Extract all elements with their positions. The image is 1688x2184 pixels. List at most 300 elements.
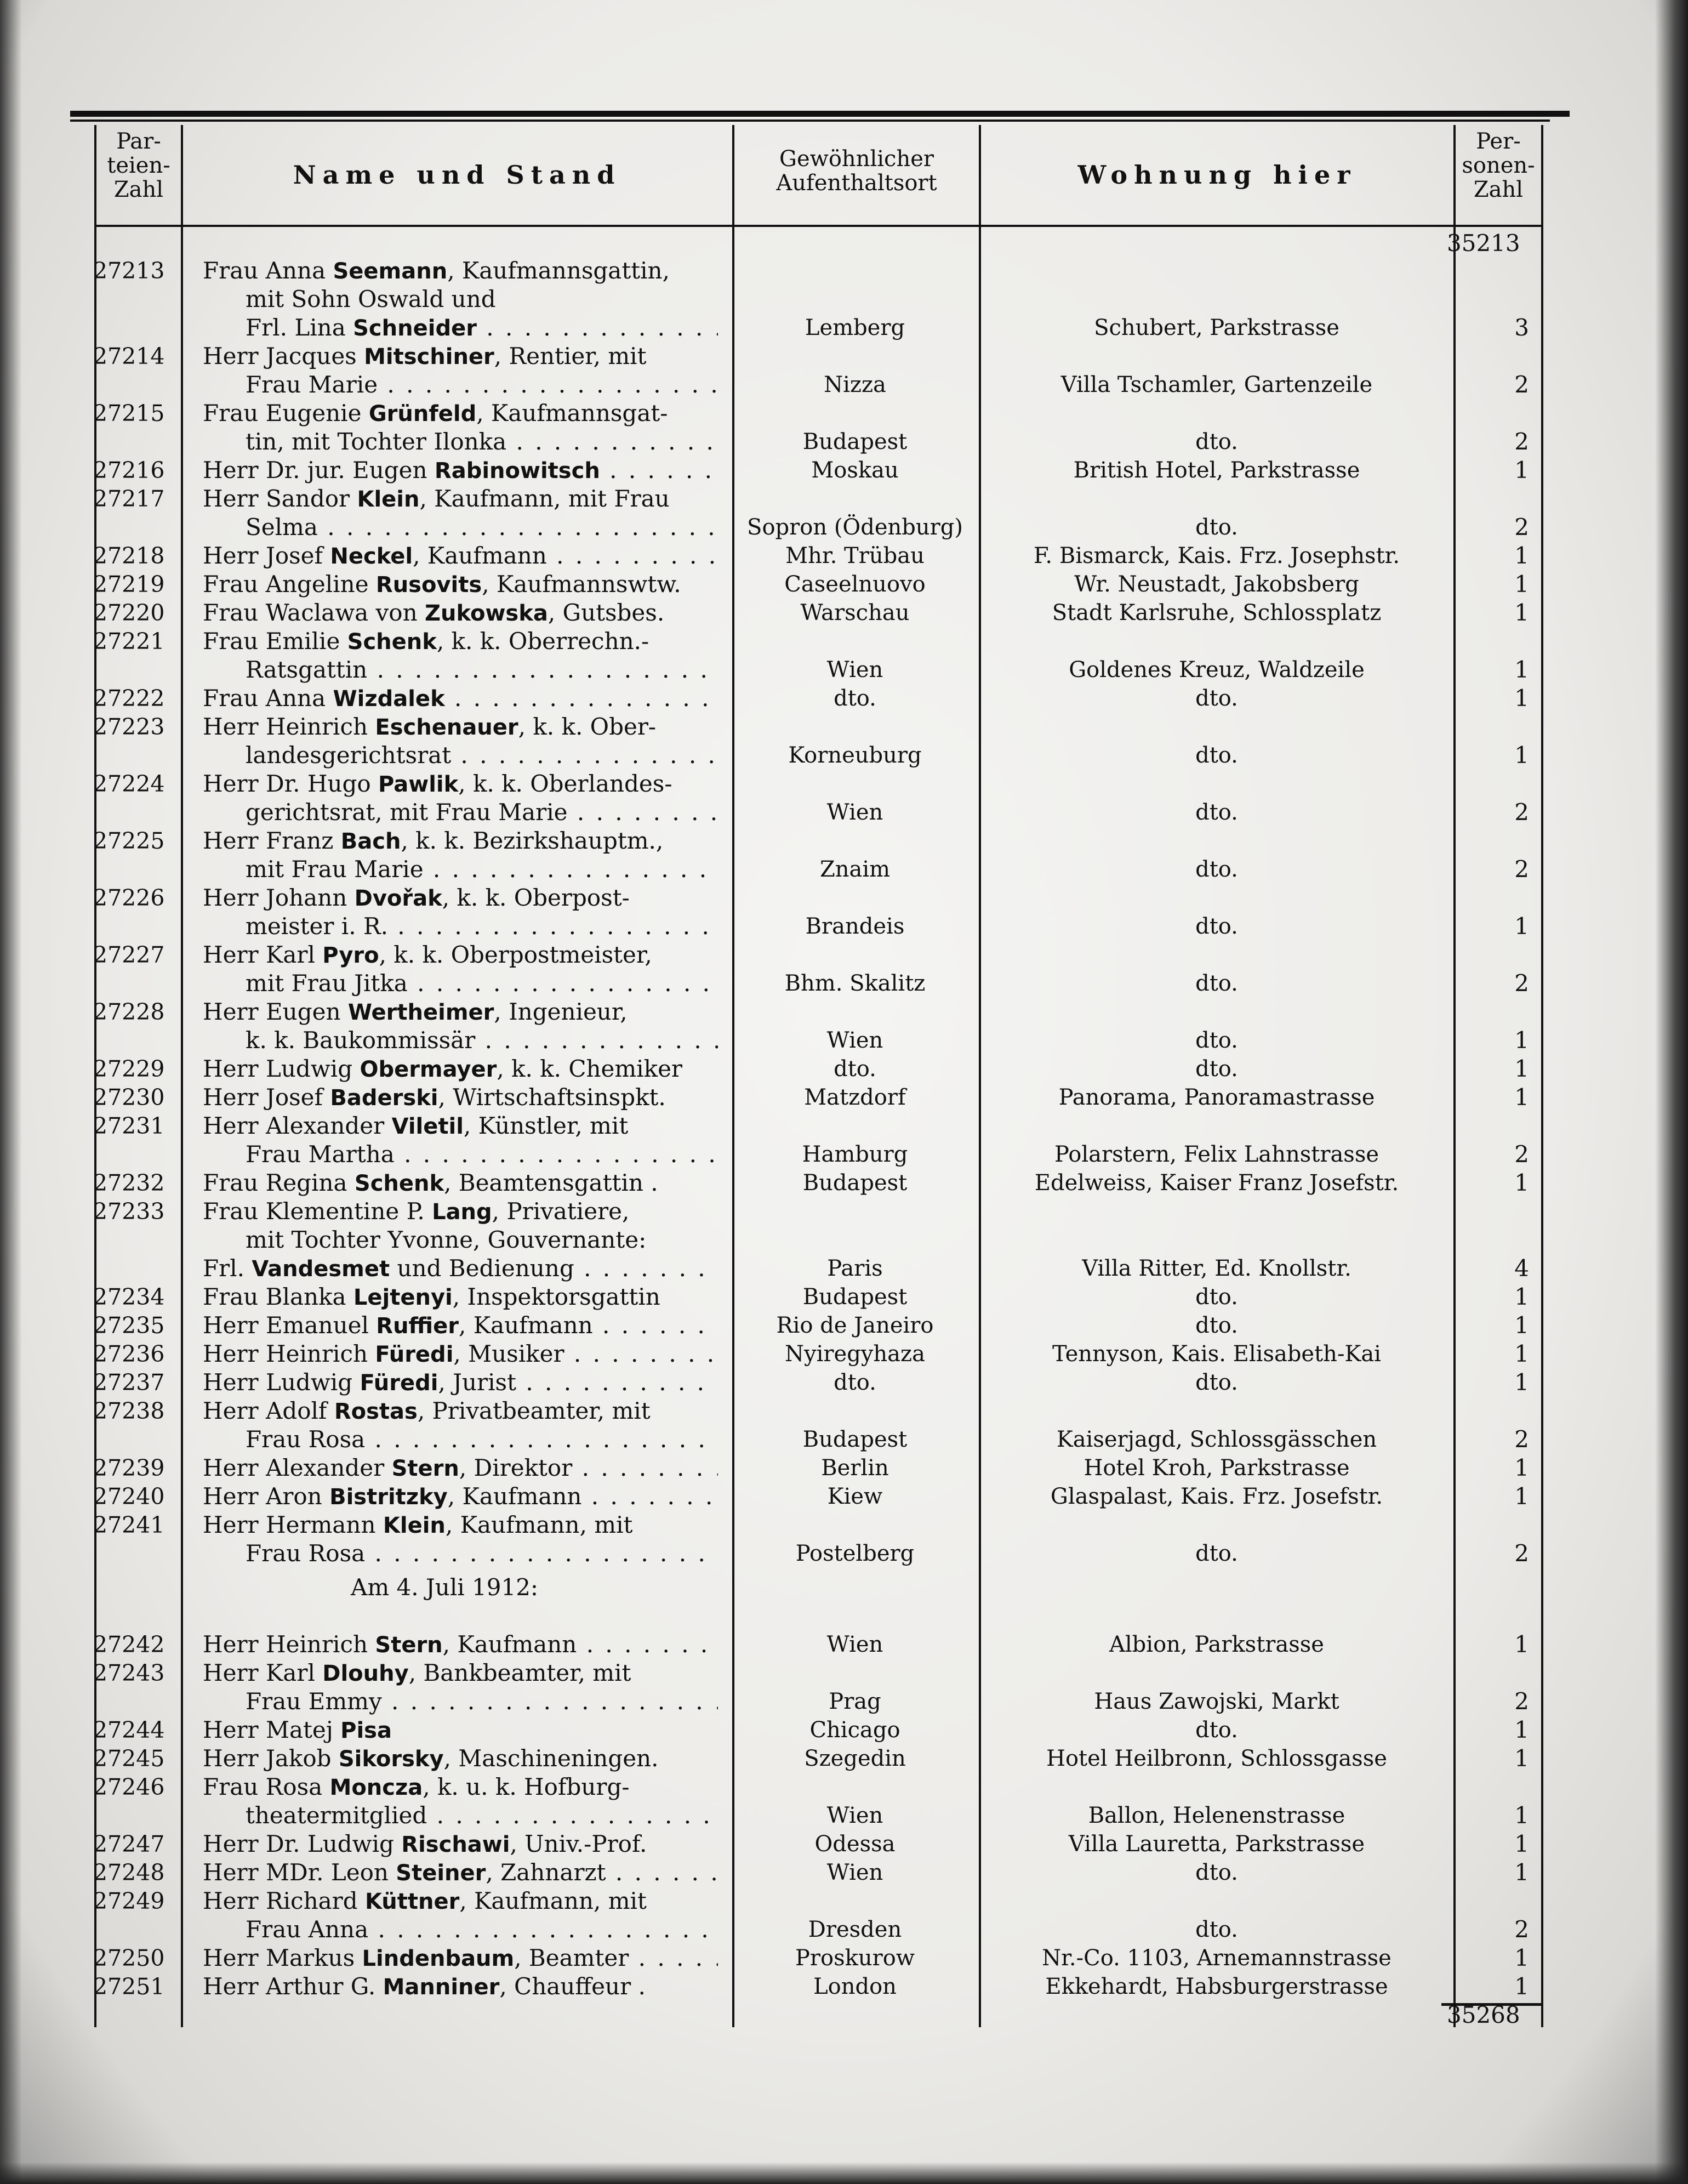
name-line — [203, 1830, 718, 1858]
table-row — [0, 941, 1688, 998]
name-text: Herr Adolf — [203, 1397, 334, 1424]
name-and-status — [203, 1830, 718, 1858]
person-count: 1 — [1514, 1340, 1529, 1367]
table-row — [0, 684, 1688, 713]
surname: Steiner — [396, 1861, 486, 1886]
surname: Schenk — [347, 629, 437, 655]
party-number: 27215 — [93, 400, 165, 426]
person-count: 1 — [1514, 685, 1529, 712]
date-section-heading: Am 4. Juli 1912: — [351, 1574, 539, 1601]
name-and-status — [203, 884, 718, 941]
name-text: Herr Karl — [203, 941, 323, 968]
surname: Lindenbaum — [362, 1946, 515, 1971]
status-text: , k. k. Oberpostmeister, — [379, 941, 652, 968]
status-text: , Gutsbes. — [548, 599, 665, 626]
surname: Schneider — [353, 316, 477, 341]
lodging-here: dto. — [1195, 1056, 1238, 1082]
lodging-here: Haus Zawojski, Markt — [1094, 1689, 1339, 1714]
name-text: Frl. — [203, 1255, 252, 1282]
surname: Rabinowitsch — [434, 458, 600, 484]
party-number: 27251 — [93, 1973, 165, 2000]
usual-residence: Paris — [827, 1256, 883, 1281]
status-text: , Zahnarzt — [486, 1859, 606, 1886]
status-text: , Wirtschaftsinspkt. — [438, 1084, 666, 1111]
party-number: 27219 — [93, 571, 165, 598]
table-row — [0, 399, 1688, 456]
lodging-here: dto. — [1195, 1717, 1238, 1743]
surname: Obermayer — [360, 1057, 497, 1082]
party-number: 27247 — [93, 1831, 165, 1857]
name-line — [203, 1944, 718, 1972]
lodging-here: dto. — [1195, 429, 1238, 454]
name-and-status — [203, 827, 718, 884]
status-text: , Kaufmann, mit Frau — [419, 485, 670, 512]
lodging-here: Polarstern, Felix Lahnstrasse — [1054, 1142, 1379, 1167]
usual-residence: Chicago — [809, 1717, 900, 1743]
table-row — [0, 1454, 1688, 1482]
top-rule-thin — [70, 120, 1550, 122]
name-line — [203, 371, 718, 399]
person-count: 2 — [1514, 970, 1529, 997]
name-line — [203, 1744, 718, 1773]
surname: Rusovits — [375, 572, 482, 598]
status-text: , Maschineningen. — [443, 1745, 659, 1772]
name-line — [203, 1858, 718, 1887]
name-line — [203, 570, 718, 599]
usual-residence: Prag — [829, 1689, 881, 1714]
name-and-status — [203, 684, 718, 713]
lodging-here: dto. — [1195, 1860, 1238, 1885]
name-text: Herr Matej — [203, 1716, 341, 1743]
person-count: 1 — [1514, 1830, 1529, 1857]
usual-residence: Brandeis — [805, 914, 905, 939]
surname: Füredi — [360, 1370, 438, 1396]
name-text: Herr Alexander — [203, 1112, 392, 1139]
table-row — [0, 1112, 1688, 1169]
lodging-here: Hotel Heilbronn, Schlossgasse — [1046, 1746, 1387, 1771]
name-text: Frau Emilie — [203, 628, 347, 655]
table-row — [0, 1055, 1688, 1083]
usual-residence: Szegedin — [804, 1746, 906, 1771]
surname: Sikorsky — [338, 1747, 444, 1772]
usual-residence: Proskurow — [795, 1946, 915, 1971]
name-text: Frau Rosa — [203, 1773, 330, 1800]
name-line — [203, 1112, 718, 1140]
person-count: 1 — [1514, 571, 1529, 598]
lodging-here: dto. — [1195, 857, 1238, 882]
surname: Baderski — [330, 1085, 438, 1111]
party-number: 27246 — [93, 1774, 165, 1800]
name-line — [203, 1197, 718, 1226]
name-text: meister i. R. — [246, 913, 388, 940]
name-text: Herr Eugen — [203, 998, 348, 1025]
name-text: Herr Arthur G. — [203, 1973, 383, 2000]
name-line — [203, 542, 718, 570]
table-row — [0, 1340, 1688, 1368]
status-text: , Kaufmann — [447, 1483, 582, 1510]
name-and-status — [203, 1197, 718, 1283]
table-row — [0, 1083, 1688, 1112]
status-text: , k. k. Oberpost- — [442, 884, 630, 911]
table-row — [0, 1311, 1688, 1340]
usual-residence: Znaim — [819, 857, 891, 882]
status-text: , Kaufmannswtw. — [482, 571, 681, 598]
usual-residence: Caseelnuovo — [784, 572, 926, 597]
status-text: , Privatiere, — [492, 1198, 630, 1225]
lodging-here: Panorama, Panoramastrasse — [1058, 1085, 1375, 1110]
person-count: 1 — [1514, 1312, 1529, 1339]
name-and-status — [203, 713, 718, 770]
lodging-here: Villa Ritter, Ed. Knollstr. — [1082, 1256, 1351, 1281]
name-line — [203, 1055, 718, 1083]
name-and-status — [203, 1311, 718, 1340]
surname: Manniner — [383, 1975, 500, 2000]
carry-over-total: 35213 — [1447, 230, 1520, 257]
name-text: Frl. Lina — [246, 314, 353, 341]
usual-residence: Nyiregyhaza — [785, 1341, 925, 1367]
name-line — [203, 399, 718, 428]
name-line — [203, 627, 718, 656]
party-number: 27228 — [93, 999, 165, 1025]
name-and-status — [203, 1482, 718, 1511]
person-count: 1 — [1514, 1859, 1529, 1886]
header-personen-zahl: Per- sonen- Zahl — [1462, 129, 1535, 202]
usual-residence: Wien — [826, 1028, 883, 1053]
party-number: 27242 — [93, 1631, 165, 1658]
lodging-here: Glaspalast, Kais. Frz. Josefstr. — [1050, 1484, 1383, 1509]
table-row — [0, 627, 1688, 684]
usual-residence: London — [813, 1974, 897, 1999]
name-text: Herr Karl — [203, 1659, 323, 1686]
surname: Küttner — [364, 1889, 460, 1914]
lodging-here: dto. — [1195, 1917, 1238, 1942]
status-text: , Kaufmannsgat- — [476, 400, 668, 426]
name-and-status — [203, 257, 718, 342]
name-line — [203, 1283, 718, 1311]
person-count: 1 — [1514, 1369, 1529, 1396]
usual-residence: Moskau — [811, 458, 899, 483]
surname: Grünfeld — [368, 401, 477, 426]
surname: Pawlik — [378, 772, 459, 797]
lodging-here: dto. — [1195, 1541, 1238, 1566]
name-line — [203, 1169, 718, 1197]
name-text: Frau Eugenie — [203, 400, 369, 426]
lodging-here: dto. — [1195, 686, 1238, 711]
table-row — [0, 770, 1688, 827]
usual-residence: Wien — [826, 1860, 883, 1885]
name-text: Herr Aron — [203, 1483, 330, 1510]
name-and-status — [203, 1397, 718, 1454]
name-text: mit Sohn Oswald und — [246, 286, 496, 312]
name-and-status — [203, 1511, 718, 1568]
header-underline — [94, 225, 1543, 227]
name-and-status — [203, 1169, 718, 1197]
name-text: Herr MDr. Leon — [203, 1859, 396, 1886]
status-text: , Bankbeamter, mit — [408, 1659, 631, 1686]
name-and-status — [203, 1630, 718, 1659]
lodging-here: Hotel Kroh, Parkstrasse — [1083, 1455, 1350, 1481]
name-line — [203, 1801, 718, 1830]
name-line — [203, 428, 718, 456]
person-count: 1 — [1514, 913, 1529, 940]
name-line — [203, 713, 718, 741]
name-text: Herr Heinrich — [203, 1340, 375, 1367]
name-and-status — [203, 1773, 718, 1830]
name-text: Herr Hermann — [203, 1511, 383, 1538]
table-row — [0, 342, 1688, 399]
surname: Schenk — [354, 1171, 444, 1196]
person-count: 2 — [1514, 1426, 1529, 1453]
status-text: , k. k. Oberrechn.- — [436, 628, 649, 655]
table-row — [0, 1830, 1688, 1858]
name-text: Herr Dr. Ludwig — [203, 1830, 402, 1857]
party-number: 27221 — [93, 628, 165, 655]
name-text: Frau Emmy — [246, 1688, 382, 1715]
lodging-here: F. Bismarck, Kais. Frz. Josephstr. — [1033, 543, 1400, 568]
person-count: 3 — [1514, 314, 1529, 341]
name-line — [203, 1482, 718, 1511]
name-line — [203, 1511, 718, 1539]
name-line — [203, 741, 718, 770]
person-count: 1 — [1514, 1745, 1529, 1772]
name-text: Herr Jakob — [203, 1745, 339, 1772]
name-and-status — [203, 342, 718, 399]
table-row — [0, 257, 1688, 342]
name-text: Frau Waclawa von — [203, 599, 425, 626]
person-count: 2 — [1514, 799, 1529, 826]
name-and-status — [203, 1454, 718, 1482]
party-number: 27250 — [93, 1945, 165, 1971]
name-line — [203, 599, 718, 627]
table-row — [0, 1368, 1688, 1397]
table-row — [0, 713, 1688, 770]
lodging-here: Ekkehardt, Habsburgerstrasse — [1045, 1974, 1388, 1999]
name-text: tin, mit Tochter Ilonka — [246, 428, 507, 455]
status-text: , Univ.-Prof. — [510, 1830, 647, 1857]
name-line — [203, 1026, 718, 1055]
lodging-here: Villa Tschamler, Gartenzeile — [1060, 372, 1373, 397]
surname: Viletil — [391, 1114, 464, 1139]
person-count: 2 — [1514, 1688, 1529, 1715]
surname: Lejtenyi — [353, 1285, 453, 1310]
table-row — [0, 1659, 1688, 1716]
status-text: , Jurist — [438, 1369, 516, 1396]
name-line — [203, 485, 718, 513]
party-number: 27241 — [93, 1512, 165, 1538]
name-text: Frau Angeline — [203, 571, 376, 598]
name-text: mit Frau Jitka — [246, 970, 408, 997]
table-row — [0, 1397, 1688, 1454]
surname: Pyro — [322, 943, 379, 968]
scan-edge-bottom — [0, 2162, 1688, 2184]
person-count: 4 — [1514, 1255, 1529, 1282]
table-row — [0, 1944, 1688, 1972]
person-count: 2 — [1514, 371, 1529, 398]
name-and-status — [203, 1858, 718, 1887]
surname: Klein — [383, 1513, 446, 1538]
status-text: , Kaufmann — [459, 1312, 593, 1339]
surname: Dlouhy — [322, 1661, 409, 1686]
table-row — [0, 1744, 1688, 1773]
name-line — [203, 884, 718, 912]
name-and-status — [203, 1659, 718, 1716]
table-row — [0, 1773, 1688, 1830]
person-count: 1 — [1514, 542, 1529, 569]
person-count: 2 — [1514, 514, 1529, 541]
surname: Dvořak — [354, 886, 442, 911]
surname: Bach — [340, 829, 401, 854]
surname: Eschenauer — [375, 715, 518, 740]
name-text: Selma — [246, 514, 318, 541]
name-line — [203, 1539, 718, 1568]
party-number: 27213 — [93, 258, 165, 284]
party-number: 27237 — [93, 1369, 165, 1396]
lodging-here: Kaiserjagd, Schlossgässchen — [1056, 1427, 1377, 1452]
name-line — [203, 513, 718, 542]
name-line — [203, 912, 718, 941]
lodging-here: British Hotel, Parkstrasse — [1073, 458, 1360, 483]
person-count: 1 — [1514, 1716, 1529, 1743]
usual-residence: dto. — [834, 1056, 876, 1082]
name-line — [203, 1340, 718, 1368]
lodging-here: dto. — [1195, 1284, 1238, 1310]
top-rule-thick — [70, 111, 1570, 117]
party-number: 27227 — [93, 942, 165, 968]
usual-residence: dto. — [834, 1370, 876, 1395]
lodging-here: dto. — [1195, 1313, 1238, 1338]
person-count: 1 — [1514, 1802, 1529, 1829]
usual-residence: Nizza — [824, 372, 886, 397]
party-number: 27218 — [93, 543, 165, 569]
party-number: 27216 — [93, 457, 165, 484]
status-text: , Beamter — [514, 1944, 629, 1971]
person-count: 1 — [1514, 1483, 1529, 1510]
party-number: 27248 — [93, 1859, 165, 1886]
status-text: , Direktor — [459, 1454, 573, 1481]
person-count: 1 — [1514, 656, 1529, 683]
usual-residence: Budapest — [802, 1284, 908, 1310]
name-text: k. k. Baukommissär — [246, 1027, 476, 1054]
surname: Stern — [375, 1633, 443, 1658]
party-number: 27214 — [93, 343, 165, 369]
name-line — [203, 827, 718, 855]
name-line — [203, 1368, 718, 1397]
status-text: , Rentier, mit — [494, 343, 647, 369]
usual-residence: Dresden — [808, 1917, 902, 1942]
status-text: , Kaufmann — [442, 1631, 577, 1658]
status-text: , k. k. Chemiker — [497, 1055, 682, 1082]
status-text: , k. u. k. Hofburg- — [423, 1773, 630, 1800]
header-parteien-zahl: Par- teien- Zahl — [107, 129, 170, 202]
status-text: , Kaufmann, mit — [459, 1887, 647, 1914]
name-text: mit Tochter Yvonne, Gouvernante: — [246, 1226, 647, 1253]
usual-residence: Odessa — [814, 1832, 896, 1857]
lodging-here: Albion, Parkstrasse — [1109, 1632, 1324, 1657]
name-text: Frau Rosa — [246, 1426, 366, 1453]
name-and-status — [203, 1283, 718, 1311]
surname: Vandesmet — [252, 1256, 390, 1282]
person-count: 1 — [1514, 1631, 1529, 1658]
name-and-status — [203, 1972, 718, 2001]
lodging-here: Stadt Karlsruhe, Schlossplatz — [1052, 600, 1382, 625]
person-count: 1 — [1514, 1084, 1529, 1111]
status-text: , k. k. Oberlandes- — [458, 770, 672, 797]
surname: Rischawi — [401, 1832, 510, 1857]
name-line — [203, 941, 718, 969]
status-text: , Beamtensgattin . — [444, 1169, 658, 1196]
name-text: Herr Josef — [203, 1084, 330, 1111]
name-line — [203, 969, 718, 998]
name-text: Herr Ludwig — [203, 1369, 360, 1396]
lodging-here: dto. — [1195, 743, 1238, 768]
table-row — [0, 1858, 1688, 1887]
person-count: 1 — [1514, 1454, 1529, 1481]
usual-residence: Hamburg — [802, 1142, 908, 1167]
party-number: 27249 — [93, 1888, 165, 1914]
usual-residence: Rio de Janeiro — [776, 1313, 934, 1338]
name-line — [203, 656, 718, 684]
lodging-here: dto. — [1195, 914, 1238, 939]
usual-residence: Wien — [826, 1632, 883, 1657]
status-text: , k. k. Bezirkshauptm., — [401, 827, 664, 854]
name-and-status — [203, 456, 718, 485]
lodging-here: Schubert, Parkstrasse — [1094, 315, 1339, 340]
person-count: 2 — [1514, 856, 1529, 883]
lodging-here: dto. — [1195, 1370, 1238, 1395]
table-row — [0, 1197, 1688, 1283]
party-number: 27220 — [93, 600, 165, 626]
usual-residence: Korneuburg — [788, 743, 922, 768]
name-and-status — [203, 941, 718, 998]
name-text: Herr Josef — [203, 542, 330, 569]
usual-residence: Matzdorf — [804, 1085, 906, 1110]
status-text: , Künstler, mit — [463, 1112, 629, 1139]
name-and-status — [203, 1744, 718, 1773]
name-line — [203, 285, 718, 314]
name-text: Herr Alexander — [203, 1454, 392, 1481]
name-and-status — [203, 1887, 718, 1944]
person-count: 2 — [1514, 428, 1529, 455]
name-and-status — [203, 1368, 718, 1397]
name-line — [203, 314, 718, 342]
surname: Klein — [357, 487, 420, 512]
name-line — [203, 456, 718, 485]
name-line — [203, 1716, 718, 1744]
name-line — [203, 998, 718, 1026]
usual-residence: Kiew — [827, 1484, 883, 1509]
party-number: 27217 — [93, 486, 165, 512]
name-text: Frau Blanka — [203, 1283, 353, 1310]
party-number: 27226 — [93, 885, 165, 911]
status-text: , Inspektorsgattin — [452, 1283, 660, 1310]
person-count: 1 — [1514, 742, 1529, 769]
person-count: 1 — [1514, 599, 1529, 626]
name-text: mit Frau Marie — [246, 856, 424, 883]
name-line — [203, 1773, 718, 1801]
status-text: , Kaufmann, mit — [445, 1511, 633, 1538]
person-count: 2 — [1514, 1916, 1529, 1943]
party-number: 27232 — [93, 1170, 165, 1196]
usual-residence: Budapest — [802, 1427, 908, 1452]
usual-residence: Budapest — [802, 429, 908, 454]
name-line — [203, 1972, 718, 2001]
lodging-here: Villa Lauretta, Parkstrasse — [1068, 1832, 1365, 1857]
name-text: Ratsgattin — [246, 656, 368, 683]
name-and-status — [203, 1716, 718, 1744]
status-text: , k. k. Ober- — [518, 713, 657, 740]
name-line — [203, 1915, 718, 1944]
name-line — [203, 1425, 718, 1454]
